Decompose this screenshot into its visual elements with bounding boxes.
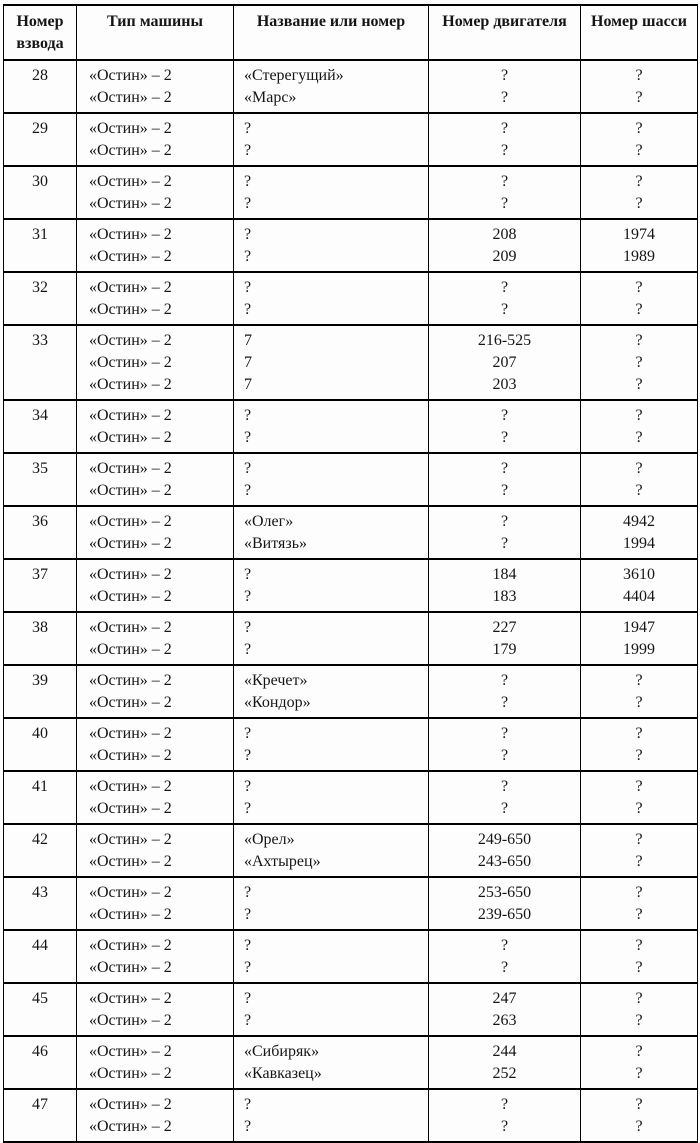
name-value: «Сибиряк» bbox=[244, 1043, 320, 1060]
chassis-value: ? bbox=[635, 906, 643, 923]
type-value: «Остин» – 2 bbox=[89, 301, 172, 318]
platoon-row bbox=[4, 983, 698, 1036]
platoon-row bbox=[4, 930, 698, 983]
chassis-value: ? bbox=[635, 301, 643, 318]
name-value: ? bbox=[244, 1118, 252, 1135]
chassis-value: ? bbox=[635, 1096, 643, 1113]
name-cell bbox=[234, 771, 429, 824]
chassis-value: 3610 bbox=[623, 566, 655, 583]
name-value: ? bbox=[244, 959, 252, 976]
table-body bbox=[4, 60, 698, 1142]
platoon-number-cell: 28 bbox=[4, 60, 77, 113]
platoon-number-cell: 41 bbox=[4, 771, 77, 824]
engine-value: 247 bbox=[492, 990, 517, 1007]
engine-value: 253-650 bbox=[477, 884, 532, 901]
name-value: «Орел» bbox=[244, 831, 295, 848]
type-value: «Остин» – 2 bbox=[89, 694, 172, 711]
type-value: «Остин» – 2 bbox=[89, 407, 172, 424]
type-cell bbox=[77, 453, 234, 506]
type-value: «Остин» – 2 bbox=[89, 195, 172, 212]
type-value: «Остин» – 2 bbox=[89, 376, 172, 393]
chassis-value: ? bbox=[635, 460, 643, 477]
chassis-value: 1947 bbox=[623, 619, 655, 636]
name-value: ? bbox=[244, 906, 252, 923]
engine-value: ? bbox=[500, 747, 509, 764]
engine-cell bbox=[429, 718, 581, 771]
platoon-number-cell: 35 bbox=[4, 453, 77, 506]
name-value: ? bbox=[244, 279, 252, 296]
chassis-value: ? bbox=[635, 67, 643, 84]
column-header-engine-number: Номер двигателя bbox=[429, 5, 581, 60]
platoon-row bbox=[4, 113, 698, 166]
chassis-cell bbox=[581, 718, 698, 771]
platoon-row bbox=[4, 506, 698, 559]
engine-value: 184 bbox=[492, 566, 517, 583]
name-value: ? bbox=[244, 800, 252, 817]
chassis-cell bbox=[581, 771, 698, 824]
name-value: ? bbox=[244, 142, 252, 159]
name-cell bbox=[234, 824, 429, 877]
name-value: ? bbox=[244, 120, 252, 137]
type-cell bbox=[77, 824, 234, 877]
chassis-value: 1974 bbox=[623, 226, 655, 243]
chassis-value: ? bbox=[635, 429, 643, 446]
name-value: «Олег» bbox=[244, 513, 294, 530]
engine-value: ? bbox=[500, 482, 509, 499]
engine-value: ? bbox=[500, 725, 509, 742]
type-cell bbox=[77, 219, 234, 272]
chassis-value: ? bbox=[635, 990, 643, 1007]
chassis-value: 4404 bbox=[623, 588, 655, 605]
platoon-row bbox=[4, 1036, 698, 1089]
engine-cell bbox=[429, 824, 581, 877]
chassis-value: ? bbox=[635, 354, 643, 371]
engine-value: ? bbox=[500, 120, 509, 137]
engine-cell bbox=[429, 325, 581, 400]
type-value: «Остин» – 2 bbox=[89, 142, 172, 159]
name-value: «Кавказец» bbox=[244, 1065, 322, 1082]
name-cell bbox=[234, 877, 429, 930]
name-value: 7 bbox=[244, 376, 252, 393]
engine-value: ? bbox=[500, 173, 509, 190]
name-value: «Кондор» bbox=[244, 694, 311, 711]
engine-value: 179 bbox=[492, 641, 517, 658]
platoon-row bbox=[4, 877, 698, 930]
name-cell bbox=[234, 506, 429, 559]
type-value: «Остин» – 2 bbox=[89, 248, 172, 265]
type-cell bbox=[77, 325, 234, 400]
chassis-value: ? bbox=[635, 853, 643, 870]
engine-cell bbox=[429, 1089, 581, 1142]
name-cell bbox=[234, 272, 429, 325]
name-cell bbox=[234, 453, 429, 506]
engine-value: ? bbox=[500, 195, 509, 212]
chassis-value: ? bbox=[635, 1012, 643, 1029]
chassis-cell bbox=[581, 877, 698, 930]
chassis-value: ? bbox=[635, 831, 643, 848]
type-value: «Остин» – 2 bbox=[89, 1096, 172, 1113]
engine-value: ? bbox=[500, 301, 509, 318]
engine-value: ? bbox=[500, 672, 509, 689]
name-value: «Кречет» bbox=[244, 672, 308, 689]
chassis-value: ? bbox=[635, 884, 643, 901]
type-cell bbox=[77, 272, 234, 325]
platoon-number-cell: 44 bbox=[4, 930, 77, 983]
name-value: ? bbox=[244, 884, 252, 901]
column-header-machine-type: Тип машины bbox=[77, 5, 234, 60]
engine-value: ? bbox=[500, 778, 509, 795]
type-value: «Остин» – 2 bbox=[89, 747, 172, 764]
chassis-value: ? bbox=[635, 800, 643, 817]
chassis-value: ? bbox=[635, 89, 643, 106]
platoon-number-cell: 43 bbox=[4, 877, 77, 930]
chassis-value: ? bbox=[635, 747, 643, 764]
engine-value: 239-650 bbox=[477, 906, 532, 923]
engine-cell bbox=[429, 506, 581, 559]
type-value: «Остин» – 2 bbox=[89, 959, 172, 976]
name-value: ? bbox=[244, 619, 252, 636]
engine-value: ? bbox=[500, 513, 509, 530]
type-value: «Остин» – 2 bbox=[89, 725, 172, 742]
type-value: «Остин» – 2 bbox=[89, 226, 172, 243]
chassis-cell bbox=[581, 665, 698, 718]
name-value: ? bbox=[244, 429, 252, 446]
engine-value: ? bbox=[500, 937, 509, 954]
platoon-row bbox=[4, 824, 698, 877]
engine-cell bbox=[429, 219, 581, 272]
platoon-number-cell: 47 bbox=[4, 1089, 77, 1142]
chassis-cell bbox=[581, 930, 698, 983]
engine-cell bbox=[429, 400, 581, 453]
engine-cell bbox=[429, 771, 581, 824]
chassis-value: ? bbox=[635, 482, 643, 499]
name-value: ? bbox=[244, 482, 252, 499]
type-value: «Остин» – 2 bbox=[89, 354, 172, 371]
name-cell bbox=[234, 400, 429, 453]
engine-value: ? bbox=[500, 279, 509, 296]
chassis-value: 1999 bbox=[623, 641, 655, 658]
chassis-cell bbox=[581, 400, 698, 453]
chassis-value: ? bbox=[635, 407, 643, 424]
type-cell bbox=[77, 166, 234, 219]
type-value: «Остин» – 2 bbox=[89, 1012, 172, 1029]
name-value: ? bbox=[244, 460, 252, 477]
type-value: «Остин» – 2 bbox=[89, 513, 172, 530]
platoon-number-cell: 30 bbox=[4, 166, 77, 219]
engine-value: ? bbox=[500, 67, 509, 84]
type-value: «Остин» – 2 bbox=[89, 641, 172, 658]
type-value: «Остин» – 2 bbox=[89, 1043, 172, 1060]
platoon-number-cell: 38 bbox=[4, 612, 77, 665]
name-cell bbox=[234, 665, 429, 718]
chassis-cell bbox=[581, 824, 698, 877]
type-value: «Остин» – 2 bbox=[89, 173, 172, 190]
armored-car-registry-table bbox=[3, 4, 698, 1143]
type-value: «Остин» – 2 bbox=[89, 120, 172, 137]
name-cell bbox=[234, 113, 429, 166]
engine-value: ? bbox=[500, 535, 509, 552]
name-cell bbox=[234, 930, 429, 983]
type-value: «Остин» – 2 bbox=[89, 429, 172, 446]
engine-value: ? bbox=[500, 1118, 509, 1135]
engine-value: ? bbox=[500, 142, 509, 159]
platoon-row bbox=[4, 60, 698, 113]
type-value: «Остин» – 2 bbox=[89, 67, 172, 84]
platoon-row bbox=[4, 325, 698, 400]
name-cell bbox=[234, 983, 429, 1036]
engine-value: ? bbox=[500, 407, 509, 424]
chassis-value: ? bbox=[635, 173, 643, 190]
name-value: «Ахтырец» bbox=[244, 853, 321, 870]
name-value: ? bbox=[244, 173, 252, 190]
name-cell bbox=[234, 718, 429, 771]
platoon-number-cell: 46 bbox=[4, 1036, 77, 1089]
name-value: ? bbox=[244, 248, 252, 265]
chassis-value: ? bbox=[635, 778, 643, 795]
engine-value: ? bbox=[500, 800, 509, 817]
platoon-number-cell: 39 bbox=[4, 665, 77, 718]
table-header bbox=[4, 5, 698, 60]
engine-cell bbox=[429, 272, 581, 325]
chassis-value: ? bbox=[635, 672, 643, 689]
name-value: ? bbox=[244, 588, 252, 605]
type-cell bbox=[77, 771, 234, 824]
platoon-number-cell: 29 bbox=[4, 113, 77, 166]
chassis-value: ? bbox=[635, 725, 643, 742]
platoon-row bbox=[4, 1089, 698, 1142]
type-value: «Остин» – 2 bbox=[89, 906, 172, 923]
engine-value: 263 bbox=[492, 1012, 517, 1029]
type-cell bbox=[77, 506, 234, 559]
name-value: ? bbox=[244, 778, 252, 795]
platoon-row bbox=[4, 453, 698, 506]
type-value: «Остин» – 2 bbox=[89, 1118, 172, 1135]
type-cell bbox=[77, 930, 234, 983]
name-value: «Витязь» bbox=[244, 535, 307, 552]
chassis-cell bbox=[581, 983, 698, 1036]
type-value: «Остин» – 2 bbox=[89, 778, 172, 795]
type-value: «Остин» – 2 bbox=[89, 884, 172, 901]
chassis-cell bbox=[581, 60, 698, 113]
engine-value: ? bbox=[500, 1096, 509, 1113]
name-value: «Стерегущий» bbox=[244, 67, 344, 84]
header-row bbox=[4, 5, 698, 60]
chassis-value: 1994 bbox=[623, 535, 655, 552]
chassis-value: ? bbox=[635, 1118, 643, 1135]
type-value: «Остин» – 2 bbox=[89, 332, 172, 349]
chassis-cell bbox=[581, 506, 698, 559]
chassis-value: ? bbox=[635, 694, 643, 711]
chassis-cell bbox=[581, 1089, 698, 1142]
engine-value: 209 bbox=[492, 248, 517, 265]
engine-cell bbox=[429, 612, 581, 665]
name-value: ? bbox=[244, 937, 252, 954]
chassis-cell bbox=[581, 272, 698, 325]
chassis-value: ? bbox=[635, 1065, 643, 1082]
type-value: «Остин» – 2 bbox=[89, 535, 172, 552]
chassis-cell bbox=[581, 325, 698, 400]
name-value: ? bbox=[244, 725, 252, 742]
engine-cell bbox=[429, 930, 581, 983]
chassis-cell bbox=[581, 612, 698, 665]
chassis-value: ? bbox=[635, 279, 643, 296]
chassis-cell bbox=[581, 166, 698, 219]
column-header-platoon-number: Номер взвода bbox=[4, 5, 77, 60]
engine-value: 243-650 bbox=[477, 853, 532, 870]
type-cell bbox=[77, 877, 234, 930]
platoon-row bbox=[4, 272, 698, 325]
chassis-value: ? bbox=[635, 1043, 643, 1060]
name-cell bbox=[234, 612, 429, 665]
engine-value: ? bbox=[500, 694, 509, 711]
chassis-value: ? bbox=[635, 332, 643, 349]
platoon-row bbox=[4, 771, 698, 824]
type-cell bbox=[77, 400, 234, 453]
name-value: «Марс» bbox=[244, 89, 297, 106]
name-cell bbox=[234, 1036, 429, 1089]
name-cell bbox=[234, 1089, 429, 1142]
chassis-value: 1989 bbox=[623, 248, 655, 265]
chassis-cell bbox=[581, 1036, 698, 1089]
chassis-value: 4942 bbox=[623, 513, 655, 530]
chassis-cell bbox=[581, 559, 698, 612]
name-value: ? bbox=[244, 747, 252, 764]
name-cell bbox=[234, 166, 429, 219]
chassis-value: ? bbox=[635, 195, 643, 212]
name-value: ? bbox=[244, 566, 252, 583]
platoon-number-cell: 37 bbox=[4, 559, 77, 612]
engine-value: 252 bbox=[492, 1065, 517, 1082]
engine-value: ? bbox=[500, 460, 509, 477]
engine-cell bbox=[429, 60, 581, 113]
type-value: «Остин» – 2 bbox=[89, 566, 172, 583]
engine-value: 249-650 bbox=[477, 831, 532, 848]
name-cell bbox=[234, 60, 429, 113]
type-cell bbox=[77, 612, 234, 665]
platoon-number-cell: 32 bbox=[4, 272, 77, 325]
type-cell bbox=[77, 1036, 234, 1089]
chassis-value: ? bbox=[635, 120, 643, 137]
engine-value: 216-525 bbox=[477, 332, 532, 349]
type-cell bbox=[77, 718, 234, 771]
type-value: «Остин» – 2 bbox=[89, 990, 172, 1007]
column-header-name-or-number: Название или номер bbox=[234, 5, 429, 60]
type-value: «Остин» – 2 bbox=[89, 853, 172, 870]
engine-cell bbox=[429, 983, 581, 1036]
chassis-cell bbox=[581, 113, 698, 166]
platoon-number-cell: 34 bbox=[4, 400, 77, 453]
engine-value: 207 bbox=[492, 354, 517, 371]
name-value: ? bbox=[244, 1096, 252, 1113]
engine-cell bbox=[429, 1036, 581, 1089]
type-value: «Остин» – 2 bbox=[89, 619, 172, 636]
engine-cell bbox=[429, 665, 581, 718]
engine-value: 183 bbox=[492, 588, 517, 605]
type-value: «Остин» – 2 bbox=[89, 460, 172, 477]
engine-value: ? bbox=[500, 959, 509, 976]
engine-value: 203 bbox=[492, 376, 517, 393]
platoon-row bbox=[4, 166, 698, 219]
chassis-value: ? bbox=[635, 937, 643, 954]
name-cell bbox=[234, 559, 429, 612]
name-value: ? bbox=[244, 990, 252, 1007]
type-value: «Остин» – 2 bbox=[89, 588, 172, 605]
type-value: «Остин» – 2 bbox=[89, 1065, 172, 1082]
engine-value: 244 bbox=[492, 1043, 517, 1060]
chassis-value: ? bbox=[635, 142, 643, 159]
engine-value: 208 bbox=[492, 226, 517, 243]
type-cell bbox=[77, 60, 234, 113]
platoon-row bbox=[4, 219, 698, 272]
type-value: «Остин» – 2 bbox=[89, 672, 172, 689]
engine-value: ? bbox=[500, 429, 509, 446]
type-cell bbox=[77, 1089, 234, 1142]
name-value: ? bbox=[244, 301, 252, 318]
name-cell bbox=[234, 325, 429, 400]
column-header-chassis-number: Номер шасси bbox=[581, 5, 698, 60]
name-value: ? bbox=[244, 641, 252, 658]
platoon-number-cell: 36 bbox=[4, 506, 77, 559]
engine-cell bbox=[429, 166, 581, 219]
type-cell bbox=[77, 983, 234, 1036]
platoon-row bbox=[4, 559, 698, 612]
type-cell bbox=[77, 665, 234, 718]
chassis-cell bbox=[581, 219, 698, 272]
chassis-value: ? bbox=[635, 959, 643, 976]
engine-cell bbox=[429, 559, 581, 612]
type-cell bbox=[77, 113, 234, 166]
engine-value: ? bbox=[500, 89, 509, 106]
platoon-row bbox=[4, 400, 698, 453]
name-value: 7 bbox=[244, 354, 252, 371]
name-value: ? bbox=[244, 407, 252, 424]
platoon-number-cell: 33 bbox=[4, 325, 77, 400]
platoon-number-cell: 40 bbox=[4, 718, 77, 771]
type-value: «Остин» – 2 bbox=[89, 89, 172, 106]
type-value: «Остин» – 2 bbox=[89, 279, 172, 296]
name-value: 7 bbox=[244, 332, 252, 349]
type-value: «Остин» – 2 bbox=[89, 482, 172, 499]
type-value: «Остин» – 2 bbox=[89, 937, 172, 954]
name-cell bbox=[234, 219, 429, 272]
engine-cell bbox=[429, 113, 581, 166]
type-value: «Остин» – 2 bbox=[89, 831, 172, 848]
platoon-number-cell: 31 bbox=[4, 219, 77, 272]
platoon-row bbox=[4, 718, 698, 771]
name-value: ? bbox=[244, 195, 252, 212]
platoon-number-cell: 42 bbox=[4, 824, 77, 877]
engine-cell bbox=[429, 877, 581, 930]
name-value: ? bbox=[244, 1012, 252, 1029]
engine-cell bbox=[429, 453, 581, 506]
platoon-row bbox=[4, 612, 698, 665]
chassis-value: ? bbox=[635, 376, 643, 393]
chassis-cell bbox=[581, 453, 698, 506]
type-value: «Остин» – 2 bbox=[89, 800, 172, 817]
engine-value: 227 bbox=[492, 619, 517, 636]
name-value: ? bbox=[244, 226, 252, 243]
platoon-number-cell: 45 bbox=[4, 983, 77, 1036]
type-cell bbox=[77, 559, 234, 612]
platoon-row bbox=[4, 665, 698, 718]
